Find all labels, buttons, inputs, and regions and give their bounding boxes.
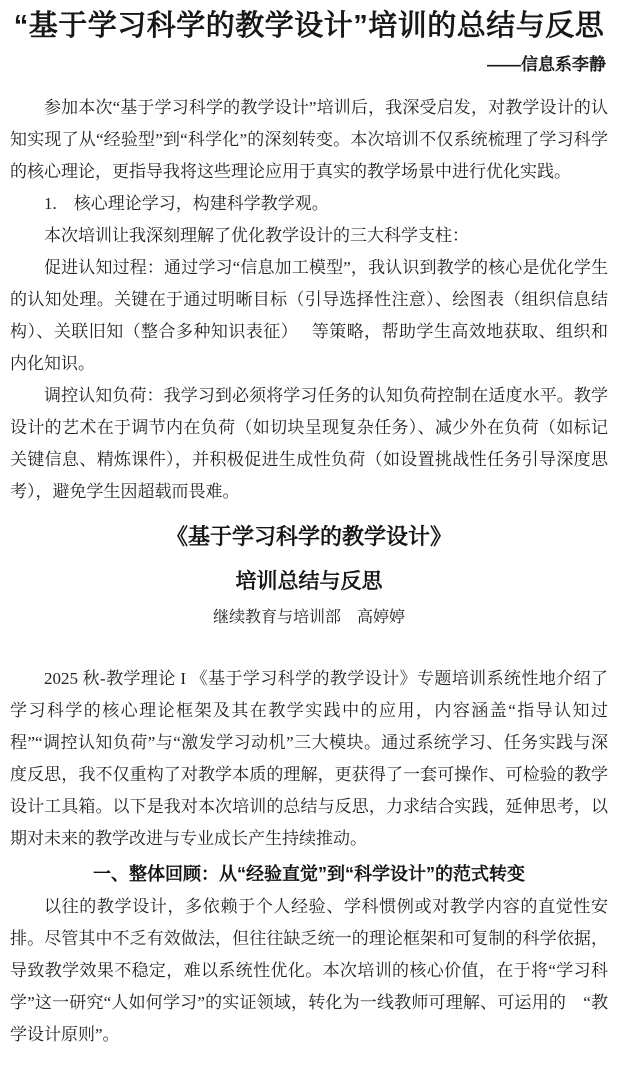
section1-heading: 一、整体回顾：从“经验直觉”到“科学设计”的范式转变 <box>93 864 525 884</box>
paragraph-intro: 参加本次“基于学习科学的教学设计”培训后，我深受启发，对教学设计的认知实现了从“经验型”到“科学化”的深刻转变。本次培训不仅系统梳理了学习科学的核心理论，更指导我将这些理论应用于真实的教学场景中进行优化实践。 <box>10 98 608 181</box>
subreport-title-line1: 《基于学习科学的教学设计》 <box>165 524 452 549</box>
paragraph-cognitive-load: 调控认知负荷：我学习到必须将学习任务的认知负荷控制在适度水平。教学设计的艺术在于调节内在负荷（如切块呈现复杂任务）、减少外在负荷（如标记关键信息、精炼课件），并积极促进生成性负荷（如设置挑战性任务引导深度思考），避免学生因超载而畏难。 <box>10 386 608 501</box>
list-item-core-theory: 1. 核心理论学习，构建科学教学观。 <box>44 194 329 213</box>
subreport-author: 继续教育与培训部 高婷婷 <box>212 609 405 626</box>
paragraph-pillars-lead: 本次培训让我深刻理解了优化教学设计的三大科学支柱： <box>44 226 469 245</box>
paragraph-cognitive-process: 促进认知过程：通过学习“信息加工模型”，我认识到教学的核心是优化学生的认知处理。关键在于通过明晰目标（引导选择性注意）、绘图表（组织信息结构）、关联旧知（整合多种知识表征） 等策略，帮助学生高效地获取、组织和内化知识。 <box>10 258 608 373</box>
subreport-title-line2: 培训总结与反思 <box>235 570 383 593</box>
paragraph-overview: 2025 秋-教学理论 I 《基于学习科学的教学设计》专题培训系统性地介绍了学习科学的核心理论框架及其在教学实践中的应用，内容涵盖“指导认知过程”“调控认知负荷”与“激发学习动机”三大模块。通过系统学习、任务实践与深度反思，我不仅重构了对教学本质的理解，更获得了一套可操作、可检验的教学设计工具箱。以下是我对本次培训的总结与反思，力求结合实践，延伸思考，以期对未来的教学改进与专业成长产生持续推动。 <box>10 669 608 848</box>
section1-paragraph: 以往的教学设计，多依赖于个人经验、学科惯例或对教学内容的直觉性安排。尽管其中不乏有效做法，但往往缺乏统一的理论框架和可复制的科学依据，导致教学效果不稳定，难以系统性优化。本次培训的核心价值，在于将“学习科学”这一研究“人如何学习”的实证领域，转化为一线教师可理解、可运用的 “教学设计原则”。 <box>10 897 608 1044</box>
document-title: “基于学习科学的教学设计”培训的总结与反思 <box>13 10 605 42</box>
subreport-title-block <box>10 522 608 629</box>
author-byline: ——信息系李静 <box>487 55 606 74</box>
